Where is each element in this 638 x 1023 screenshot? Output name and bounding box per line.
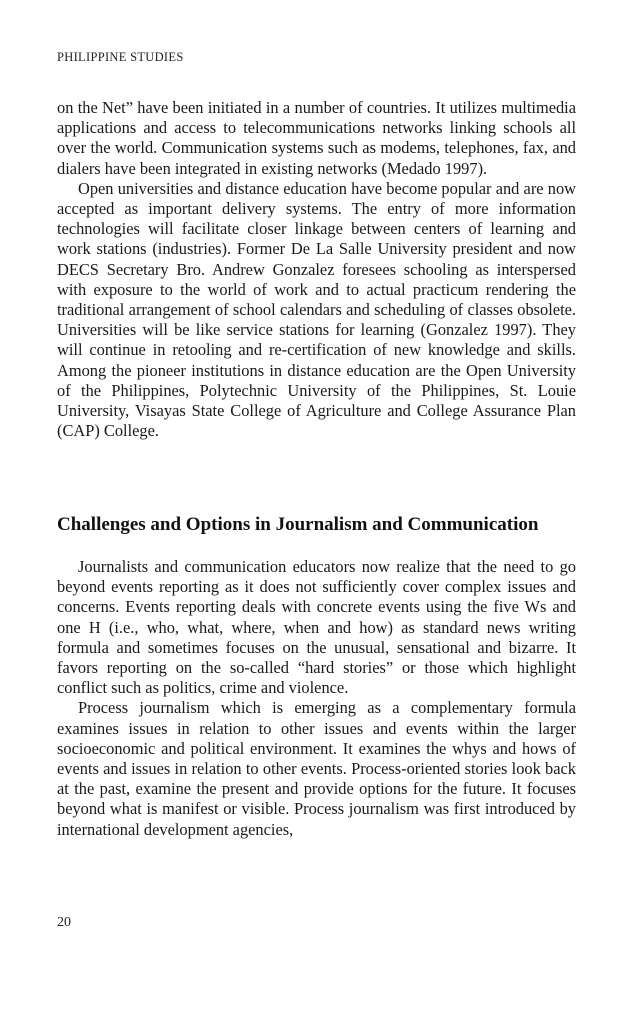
section-heading: Challenges and Options in Journalism and Communication — [57, 514, 539, 535]
page-number: 20 — [57, 915, 71, 930]
section-paragraph-process-journalism: Process journalism which is emerging as a complementary formula examines issues in relation to other issues and events within the larger socioeconomic and political environment. It examines the whys and hows of events and issues in relation to other events. Process-oriented stories look back at the past, examine the present and provide options for the future. It focuses beyond what is manifest or visible. Process journalism was first introduced by international development agencies, — [57, 698, 576, 839]
body-text-top — [57, 98, 576, 441]
running-head: PHILIPPINE STUDIES — [57, 50, 184, 64]
body-paragraph-continued: on the Net” have been initiated in a number of countries. It utilizes multimedia applications and access to telecommunications networks linking schools all over the world. Communication systems such as modems, telephones, fax, and dialers have been integrated in existing networks (Medado 1997). — [57, 98, 576, 178]
body-text-section — [57, 557, 576, 840]
body-paragraph-distance-education: Open universities and distance education have become popular and are now accepted as important delivery systems. The entry of more information technologies will facilitate closer linkage between centers of learning and work stations (industries). Former De La Salle University president and now DECS Secretary Bro. Andrew Gonzalez foresees schooling as interspersed with exposure to the world of work and to actual practicum rendering the traditional arrangement of school calendars and scheduling of classes obsolete. Universities will be like service stations for learning (Gonzalez 1997). They will continue in retooling and re-certification of new knowledge and skills. Among the pioneer institutions in distance education are the Open University of the Philippines, Polytechnic University of the Philippines, St. Louie University, Visayas State College of Agriculture and College Assurance Plan (CAP) College. — [57, 178, 576, 441]
section-paragraph-events-reporting: Journalists and communication educators now realize that the need to go beyond events reporting as it does not sufficiently cover complex issues and concerns. Events reporting deals with concrete events using the five Ws and one H (i.e., who, what, where, when and how) as standard news writing formula and sometimes focuses on the unusual, sensational and bizarre. It favors reporting on the so-called “hard stories” or those which highlight conflict such as politics, crime and violence. — [57, 557, 576, 698]
